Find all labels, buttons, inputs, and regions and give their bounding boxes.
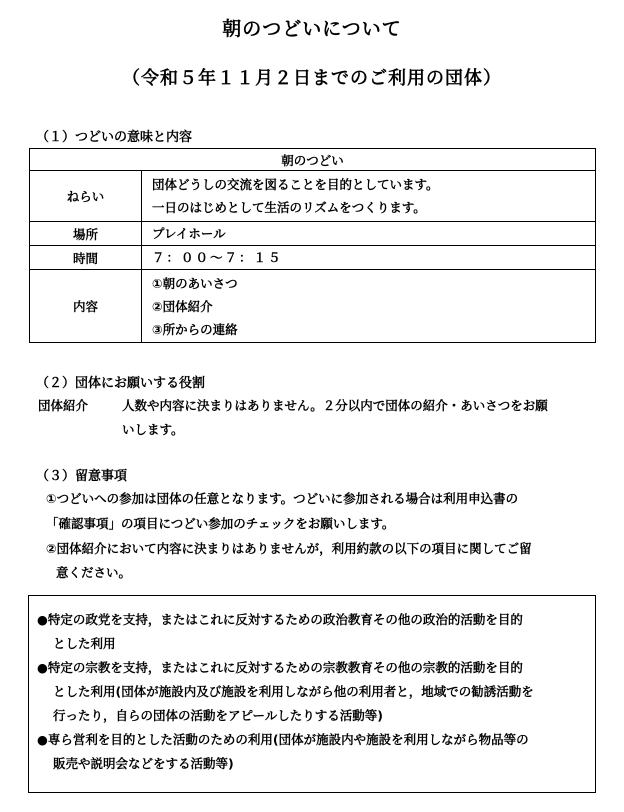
row-line: ①朝のあいさつ — [152, 275, 238, 291]
table-row — [30, 222, 596, 246]
restricted-uses-box — [28, 595, 596, 793]
row-label: ねらい — [30, 171, 142, 222]
row-line: プレイホール — [152, 226, 226, 241]
table-header-row — [30, 149, 596, 171]
page-subtitle: （令和５年１１月２日までのご利用の団体） — [122, 68, 502, 89]
row-value — [142, 270, 596, 343]
row-line: 団体どうしの交流を図ることを目的としています。 — [152, 177, 439, 192]
row-label: 内容 — [30, 270, 142, 343]
table-header: 朝のつどい — [30, 149, 596, 171]
notice-line: ②団体紹介において内容に決まりはありませんが，利用約款の以下の項目に関してご留 — [46, 541, 532, 556]
notice-line: 「確認事項」の項目につどい参加のチェックをお願いします。 — [46, 516, 395, 531]
row-label: 時間 — [30, 246, 142, 270]
role-line: いします。 — [122, 422, 184, 437]
restricted-item-line: とした利用(団体が施設内及び施設を利用しながら他の利用者と，地域での勧誘活動を — [53, 684, 534, 699]
section-3-heading: （３）留意事項 — [36, 469, 128, 484]
section-2-heading: （２）団体にお願いする役割 — [36, 376, 206, 391]
row-line: ７：００～７：１５ — [152, 250, 283, 265]
table-row — [30, 246, 596, 270]
row-line: ③所からの連絡 — [152, 321, 238, 337]
row-value — [142, 222, 596, 246]
role-line: 人数や内容に決まりはありません。２分以内で団体の紹介・あいさつをお願 — [122, 398, 548, 413]
restricted-item-line: 行ったり，自らの団体の活動をアピールしたりする活動等) — [53, 708, 383, 723]
table-row — [30, 270, 596, 343]
notice-line: 意ください。 — [56, 565, 132, 580]
page-title: 朝のつどいについて — [222, 18, 402, 40]
row-label: 場所 — [30, 222, 142, 246]
section-1-heading: （１）つどいの意味と内容 — [36, 130, 193, 145]
table-row — [30, 171, 596, 222]
restricted-item-line: 販売や説明会などをする活動等) — [53, 756, 234, 771]
restricted-item-line: とした利用 — [53, 636, 116, 651]
row-line: ②団体紹介 — [152, 298, 213, 314]
restricted-item-line: ●特定の宗教を支持，またはこれに反対するための宗教教育その他の宗教的活動を目的 — [37, 660, 523, 675]
restricted-item-line: ●特定の政党を支持，またはこれに反対するための政治教育その他の政治的活動を目的 — [37, 612, 523, 627]
notice-line: ①つどいへの参加は団体の任意となります。つどいに参加される場合は利用申込書の — [46, 491, 519, 506]
row-line: 一日のはじめとして生活のリズムをつくります。 — [152, 200, 426, 215]
row-value — [142, 246, 596, 270]
restricted-item-line: ●専ら営利を目的とした活動のための利用(団体が施設内や施設を利用しながら物品等の — [37, 732, 529, 747]
role-term: 団体紹介 — [38, 398, 89, 413]
row-value — [142, 171, 596, 222]
meaning-table — [29, 148, 596, 343]
